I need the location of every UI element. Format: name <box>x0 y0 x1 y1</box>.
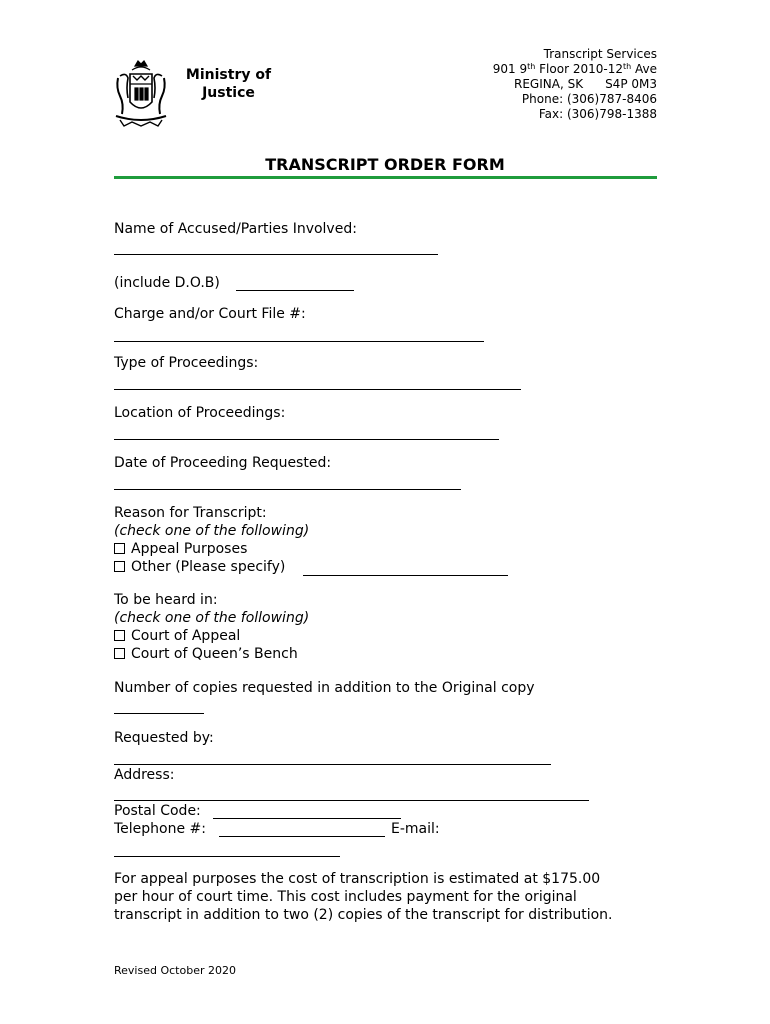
name-field[interactable] <box>114 254 438 255</box>
address-label: Address: <box>114 767 175 783</box>
location-label: Location of Proceedings: <box>114 405 286 421</box>
address-phone: Phone: (306)787-8406 <box>521 92 657 106</box>
revision-date: Revised October 2020 <box>114 964 236 977</box>
postal-label: Postal Code: <box>114 803 201 819</box>
type-field[interactable] <box>114 389 521 390</box>
cost-note-line1: For appeal purposes the cost of transcription is estimated at $175.00 <box>114 871 601 887</box>
charge-field[interactable] <box>114 341 484 342</box>
requested-field[interactable] <box>114 764 551 765</box>
title-divider <box>114 176 657 179</box>
cost-note-line2: per hour of court time. This cost includes payment for the original <box>114 889 577 905</box>
reason-hint: (check one of the following) <box>114 523 310 539</box>
court-of-appeal-checkbox[interactable] <box>114 630 125 641</box>
reason-label: Reason for Transcript: <box>114 505 267 521</box>
requested-label: Requested by: <box>114 730 214 746</box>
dob-field[interactable] <box>236 290 354 291</box>
copies-label: Number of copies requested in addition to the Original copy <box>114 680 535 696</box>
phone-label: Telephone #: <box>114 821 206 837</box>
address-street: 901 9th Floor 2010-12th Ave <box>492 62 657 76</box>
date-label: Date of Proceeding Requested: <box>114 455 332 471</box>
saskatchewan-crest-icon <box>114 58 168 128</box>
date-field[interactable] <box>114 489 461 490</box>
page-title: TRANSCRIPT ORDER FORM <box>265 155 505 174</box>
charge-label: Charge and/or Court File #: <box>114 306 306 322</box>
heard-hint: (check one of the following) <box>114 610 310 626</box>
reason-option-other[interactable]: Other (Please specify) <box>114 558 285 576</box>
ministry-name <box>181 66 276 102</box>
address-city-postal: REGINA, SK S4P 0M3 <box>514 77 657 91</box>
ministry-line1: Ministry of <box>185 67 272 83</box>
heard-option-queens-bench[interactable]: Court of Queen’s Bench <box>114 645 298 663</box>
phone-field[interactable] <box>219 836 385 837</box>
address-field[interactable] <box>114 800 589 801</box>
copies-field[interactable] <box>114 713 204 714</box>
location-field[interactable] <box>114 439 499 440</box>
dob-label: (include D.O.B) <box>114 275 220 291</box>
heard-label: To be heard in: <box>114 592 218 608</box>
address-dept: Transcript Services <box>543 47 657 61</box>
other-specify-field[interactable] <box>303 575 508 576</box>
address-fax: Fax: (306)798-1388 <box>538 107 657 121</box>
reason-option-appeal[interactable]: Appeal Purposes <box>114 540 247 558</box>
email-label: E-mail: <box>391 821 440 837</box>
cost-note <box>114 870 612 924</box>
cost-note-line3: transcript in addition to two (2) copies of the transcript for distribution. <box>114 907 613 923</box>
appeal-checkbox[interactable] <box>114 543 125 554</box>
email-field[interactable] <box>114 856 340 857</box>
office-address <box>493 47 657 122</box>
other-checkbox[interactable] <box>114 561 125 572</box>
postal-field[interactable] <box>213 818 401 819</box>
name-label: Name of Accused/Parties Involved: <box>114 221 357 237</box>
heard-option-appeal[interactable]: Court of Appeal <box>114 627 240 645</box>
queens-bench-checkbox[interactable] <box>114 648 125 659</box>
type-label: Type of Proceedings: <box>114 355 259 371</box>
ministry-line2: Justice <box>202 85 255 101</box>
